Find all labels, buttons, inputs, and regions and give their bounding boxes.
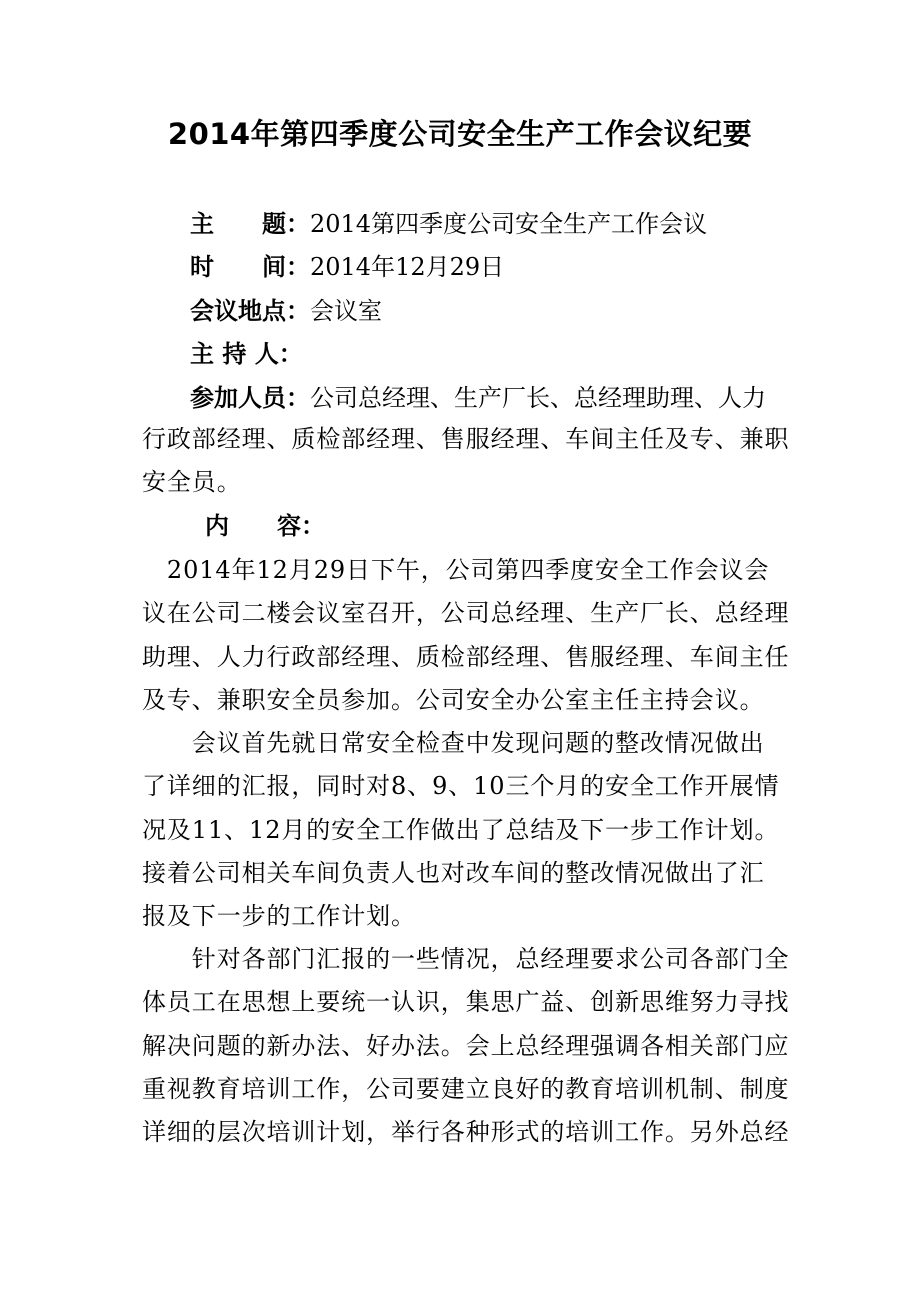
meta-subject-row	[190, 204, 810, 244]
paragraph-line: 详细的层次培训计划，举行各种形式的培训工作。另外总经	[142, 1118, 790, 1147]
paragraph-line: 2014年12月29日下午，公司第四季度安全工作会议会	[142, 556, 770, 584]
location-value: 会议室	[310, 297, 382, 325]
meta-time-row	[190, 247, 810, 287]
paragraph-line: 重视教育培训工作，公司要建立良好的教育培训机制、制度	[142, 1074, 790, 1103]
time-label: 时 间：	[190, 253, 310, 281]
subject-value: 2014第四季度公司安全生产工作会议	[310, 210, 708, 238]
document-title: 2014年第四季度公司安全生产工作会议纪要	[167, 117, 753, 151]
meta-host-row	[190, 334, 810, 374]
attendees-value-line2: 行政部经理、质检部经理、售服经理、车间主任及专、兼职	[142, 425, 790, 453]
host-label: 主 持 人：	[190, 340, 303, 368]
paragraph-line: 助理、人力行政部经理、质检部经理、售服经理、车间主任	[142, 642, 790, 671]
attendees-value-line3: 安全员。	[142, 468, 242, 497]
paragraph-line: 及专、兼职安全员参加。公司安全办公室主任主持会议。	[142, 685, 765, 714]
attendees-value-line1: 公司总经理、生产厂长、总经理助理、人力	[310, 384, 766, 412]
attendees-continuation	[142, 418, 790, 505]
location-label: 会议地点：	[190, 297, 310, 325]
paragraph-line: 报及下一步的工作计划。	[142, 902, 416, 931]
content-label: 内 容：	[205, 512, 325, 540]
paragraph-2	[142, 722, 784, 938]
paragraph-line: 了详细的汇报，同时对8、9、10三个月的安全工作开展情	[142, 772, 780, 801]
paragraph-line: 解决问题的新办法、好办法。会上总经理强调各相关部门应	[142, 1031, 790, 1060]
attendees-label: 参加人员：	[190, 384, 310, 412]
paragraph-line: 针对各部门汇报的一些情况，总经理要求公司各部门全	[142, 945, 790, 973]
paragraph-3	[142, 938, 790, 1154]
paragraph-1	[142, 549, 790, 722]
paragraph-line: 接着公司相关车间负责人也对改车间的整改情况做出了汇	[142, 858, 765, 887]
paragraph-line: 况及11、12月的安全工作做出了总结及下一步工作计划。	[142, 815, 780, 844]
meta-location-row	[190, 291, 810, 331]
meta-attendees-row	[190, 378, 810, 418]
paragraph-line: 会议首先就日常安全检查中发现问题的整改情况做出	[142, 729, 765, 757]
paragraph-line: 议在公司二楼会议室召开，公司总经理、生产厂长、总经理	[142, 599, 790, 628]
paragraph-line: 体员工在思想上要统一认识，集思广益、创新思维努力寻找	[142, 988, 790, 1017]
subject-label: 主 题：	[190, 210, 310, 238]
time-value: 2014年12月29日	[310, 253, 505, 281]
